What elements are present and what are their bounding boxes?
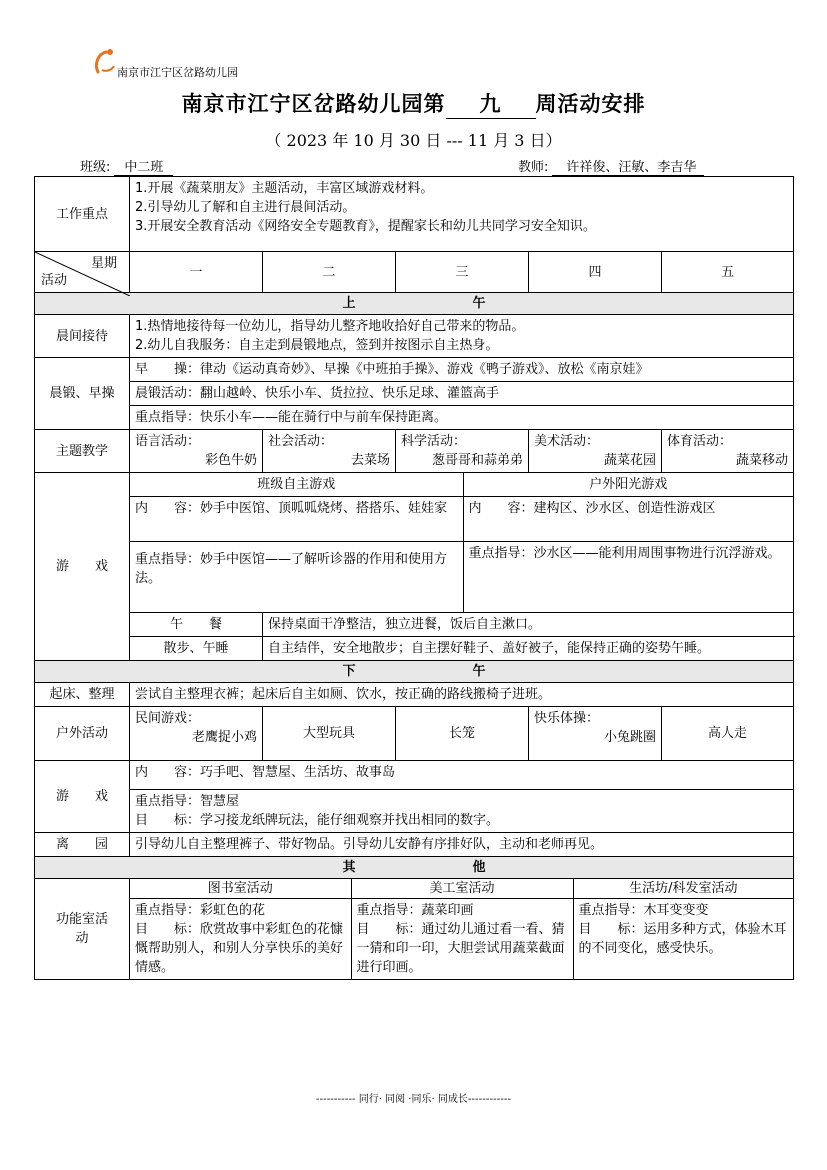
lunch-text: 保持桌面干净整洁，独立进餐，饭后自主漱口。	[263, 613, 794, 637]
outdoor-type: 民间游戏：	[135, 711, 201, 726]
room-title: 生活坊/科发室活动	[573, 879, 793, 899]
page-title	[0, 88, 827, 119]
afternoon-games-guide: 重点指导：智慧屋	[135, 794, 240, 809]
kindergarten-logo-icon	[90, 46, 120, 76]
leave-row	[35, 833, 794, 857]
theme-cell-wed	[396, 430, 529, 473]
reception-content	[130, 315, 794, 358]
outdoor-games-guide: 重点指导：沙水区——能利用周围事物进行沉浮游戏。	[468, 546, 781, 561]
outdoor-cell-fri: 高人走	[662, 707, 794, 761]
section-char: 午	[472, 664, 486, 679]
outdoor-name: 小兔跳圈	[603, 730, 656, 745]
row-label: 散步、午睡	[130, 637, 263, 661]
outdoor-games-content: 内 容：建构区、沙水区、创造性游戏区	[464, 497, 794, 542]
theme-type: 社会活动：	[268, 434, 334, 449]
class-games-title: 班级自主游戏	[130, 473, 463, 497]
row-label	[35, 879, 130, 980]
other-section-header	[35, 857, 794, 879]
reception-line: 2.幼儿自我服务：自主走到晨锻地点，签到并按图示自主热身。	[135, 338, 499, 353]
row-label: 午 餐	[130, 613, 263, 637]
room-guide: 重点指导：蔬菜印画	[356, 903, 474, 918]
nap-text: 自主结伴，安全地散步；自主摆好鞋子、盖好被子，能保持正确的姿势午睡。	[263, 637, 794, 661]
function-room-cell	[130, 879, 794, 980]
outdoor-games-title: 户外阳光游戏	[463, 473, 793, 497]
exercise-row	[35, 358, 794, 382]
afternoon-games-content-row	[35, 761, 794, 790]
morning-guide-text: 重点指导：快乐小车——能在骑行中与前车保持距离。	[130, 406, 794, 430]
afternoon-section-row	[35, 661, 794, 683]
room-content	[573, 899, 793, 980]
afternoon-section-header	[35, 661, 794, 683]
work-focus-content	[130, 177, 794, 252]
lunch-row	[35, 613, 794, 637]
games-subtable-cell	[130, 473, 794, 613]
theme-name: 蔬菜花园	[603, 453, 656, 468]
row-label: 工作重点	[35, 177, 130, 252]
morning-games-title-row	[35, 473, 794, 613]
morning-games-subtable	[130, 473, 793, 612]
section-char: 他	[472, 860, 486, 875]
room-content	[351, 899, 573, 980]
outdoor-games-cell	[463, 497, 793, 613]
corner-activity-label: 活动	[41, 273, 68, 288]
morning-exercise-text: 早 操：律动《运动真奇妙》、早操《中班拍手操》、游戏《鸭子游戏》、放松《南京娃》	[130, 358, 794, 382]
work-focus-line: 2.引导幼儿了解和自主进行晨间活动。	[135, 200, 356, 215]
theme-cell-fri	[662, 430, 794, 473]
title-suffix: 周活动安排	[535, 91, 646, 116]
room-goal: 目 标：欣赏故事中彩虹色的花慷慨帮助别人，和别人分享快乐的美好情感。	[135, 922, 344, 975]
title-prefix: 南京市江宁区岔路幼儿园第	[181, 91, 446, 116]
function-room-label: 功能室活动	[55, 912, 108, 946]
theme-type: 语言活动：	[135, 434, 201, 449]
nap-row	[35, 637, 794, 661]
day-header-wed: 三	[396, 252, 529, 293]
row-label: 晨锻、早操	[35, 358, 130, 430]
theme-type: 美术活动：	[534, 434, 600, 449]
class-value: 中二班	[114, 156, 173, 176]
date-range: （ 2023 年 10 月 30 日 --- 11 月 3 日）	[265, 131, 562, 150]
morning-section-header	[35, 293, 794, 315]
work-focus-line: 1.开展《蔬菜朋友》主题活动，丰富区域游戏材料。	[135, 181, 434, 196]
room-content	[130, 899, 351, 980]
row-label: 离 园	[35, 833, 130, 857]
outdoor-cell-wed: 长笼	[396, 707, 529, 761]
morning-activities-text: 晨锻活动：翻山越岭、快乐小车、货拉拉、快乐足球、灌篮高手	[130, 382, 794, 406]
work-focus-line: 3.开展安全教育活动《网络安全专题教育》，提醒家长和幼儿共同学习安全知识。	[135, 219, 596, 234]
afternoon-games-content: 内 容：巧手吧、智慧屋、生活坊、故事岛	[130, 761, 794, 790]
wakeup-row	[35, 683, 794, 707]
day-header-tue: 二	[263, 252, 396, 293]
theme-cell-thu	[529, 430, 662, 473]
teacher-value: 许祥俊、汪敏、李吉华	[552, 156, 704, 176]
wakeup-text: 尝试自主整理衣裤；起床后自主如厕、饮水，按正确的路线搬椅子进班。	[130, 683, 794, 707]
theme-name: 蔬菜移动	[736, 453, 789, 468]
section-char: 其	[342, 860, 356, 875]
theme-cell-mon	[130, 430, 263, 473]
class-games-content: 内 容：妙手中医馆、顶呱呱烧烤、搭搭乐、娃娃家	[130, 497, 463, 542]
theme-name: 彩色牛奶	[204, 453, 257, 468]
room-goal: 目 标：通过幼儿通过看一看、猜一猜和印一印，大胆尝试用蔬菜截面进行印画。	[356, 922, 565, 975]
afternoon-games-guide-cell	[130, 790, 794, 833]
theme-name: 葱哥哥和蒜弟弟	[431, 453, 523, 468]
class-label: 班级:	[80, 160, 111, 175]
room-goal: 目 标：运用多种方式，体验木耳的不同变化，感受快乐。	[578, 922, 787, 956]
weekday-header-row	[35, 252, 794, 293]
theme-cell-tue	[263, 430, 396, 473]
outdoor-cell-thu	[529, 707, 662, 761]
function-room-row	[35, 879, 794, 980]
outdoor-activity-row	[35, 707, 794, 761]
section-char: 午	[472, 296, 486, 311]
room-title: 图书室活动	[130, 879, 351, 899]
row-label: 晨间接待	[35, 315, 130, 358]
row-label: 户外活动	[35, 707, 130, 761]
teacher-info	[518, 156, 704, 176]
row-label: 起床、整理	[35, 683, 130, 707]
afternoon-games-guide-row	[35, 790, 794, 833]
section-char: 下	[342, 664, 356, 679]
theme-name: 去菜场	[350, 453, 390, 468]
outdoor-name: 老鹰捉小鸡	[191, 730, 257, 745]
leave-text: 引导幼儿自主整理裤子、带好物品。引导幼儿安静有序排好队，主动和老师再见。	[130, 833, 794, 857]
outdoor-cell-tue: 大型玩具	[263, 707, 396, 761]
corner-weekday-label: 星期	[90, 256, 117, 271]
page-footer: ----------- 同行· 同阅 ·同乐· 同成长------------	[315, 1094, 512, 1105]
function-room-subtable	[130, 879, 793, 979]
room-title: 美工室活动	[351, 879, 573, 899]
day-header-thu: 四	[529, 252, 662, 293]
weekday-corner-cell	[35, 252, 130, 293]
morning-section-row	[35, 293, 794, 315]
outdoor-cell-mon	[130, 707, 263, 761]
row-label: 主题教学	[35, 430, 130, 473]
class-info	[80, 156, 173, 176]
row-label: 游 戏	[35, 473, 130, 661]
room-guide: 重点指导：木耳变变变	[578, 903, 709, 918]
class-games-guide: 重点指导：妙手中医馆——了解听诊器的作用和使用方法。	[130, 542, 463, 613]
reception-row	[35, 315, 794, 358]
outdoor-type: 快乐体操：	[534, 711, 600, 726]
teacher-label: 教师:	[518, 160, 549, 175]
other-section-row	[35, 857, 794, 879]
theme-type: 科学活动：	[401, 434, 467, 449]
exercise-activity-row	[35, 382, 794, 406]
section-char: 上	[342, 296, 356, 311]
exercise-guide-row	[35, 406, 794, 430]
reception-line: 1.热情地接待每一位幼儿，指导幼儿整齐地收拾好自己带来的物品。	[135, 319, 525, 334]
work-focus-row	[35, 177, 794, 252]
afternoon-games-goal: 目 标：学习接龙纸牌玩法，能仔细观察并找出相同的数字。	[135, 813, 500, 828]
week-number: 九	[446, 88, 536, 119]
row-label: 游 戏	[35, 761, 130, 833]
theme-teaching-row	[35, 430, 794, 473]
day-header-fri: 五	[662, 252, 794, 293]
schedule-table	[34, 176, 794, 980]
logo-text: 南京市江宁区岔路幼儿园	[117, 66, 238, 79]
theme-type: 体育活动：	[667, 434, 733, 449]
day-header-mon: 一	[130, 252, 263, 293]
room-guide: 重点指导：彩虹色的花	[135, 903, 266, 918]
